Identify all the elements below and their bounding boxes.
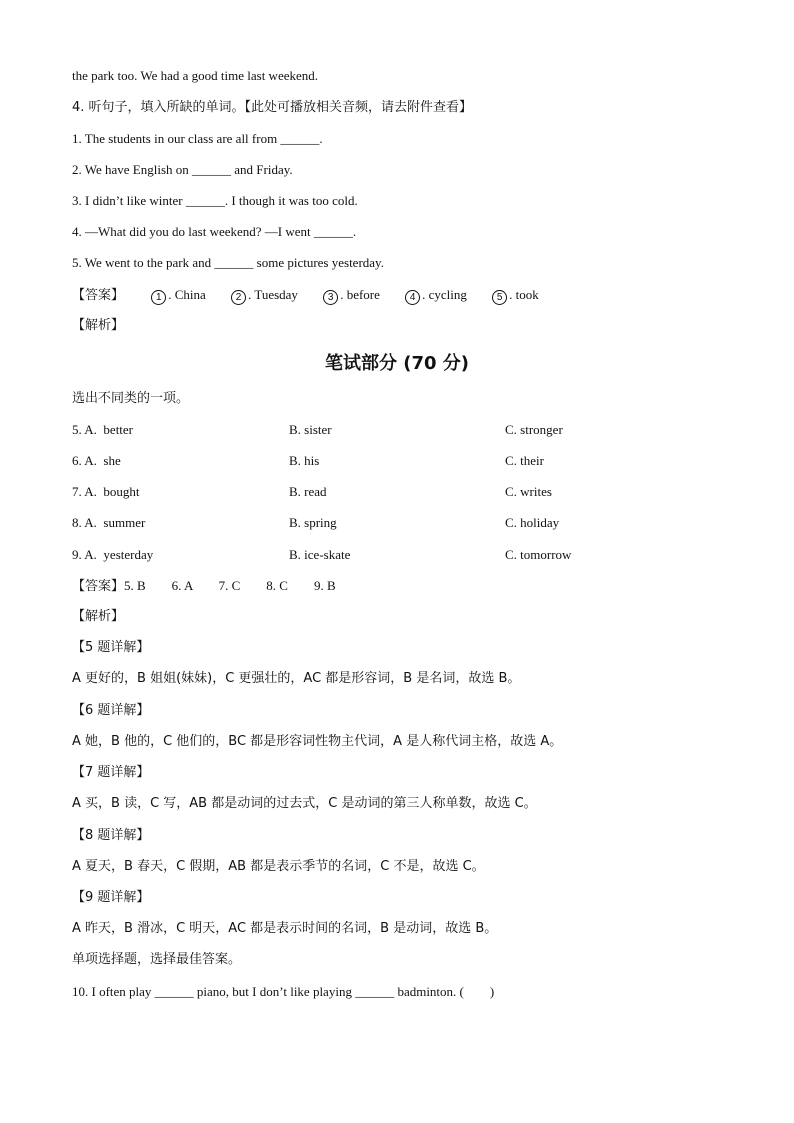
q4-answer-5: 5 . took (492, 286, 539, 305)
listen-item-3: 3. I didn’t like winter ______. I though it was too cold. (72, 193, 358, 208)
detail-7-head: 【7 题详解】 (72, 765, 150, 780)
q4-answer-1: 1 . China (151, 286, 206, 305)
answer-label: 【答案】 (72, 288, 125, 303)
analysis-label: 【解析】 (72, 318, 125, 333)
listen-item-5: 5. We went to the park and ______ some pictures yesterday. (72, 255, 384, 270)
odd-item-8-a: 8. A. summer (72, 515, 146, 530)
circled-number: 1 (151, 290, 166, 305)
q4-answer-4: 4 . cycling (405, 286, 467, 305)
odd-item-7-c: C. writes (505, 484, 552, 499)
detail-5-body: A 更好的，B 姐姐(妹妹)，C 更强壮的，AC 都是形容词，B 是名词，故选 B。 (72, 671, 521, 686)
listen-item-4: 4. —What did you do last weekend? —I went ______. (72, 224, 357, 239)
q4-answer-row (72, 286, 561, 305)
odd-item-7-a: 7. A. bought (72, 484, 140, 499)
odd-item-8-c: C. holiday (505, 515, 560, 530)
single-choice-header: 单项选择题，选择最佳答案。 (72, 952, 242, 967)
detail-8-head: 【8 题详解】 (72, 828, 150, 843)
detail-6-head: 【6 题详解】 (72, 703, 150, 718)
q4-answer-3: 3 . before (323, 286, 380, 305)
circled-number: 3 (323, 290, 338, 305)
odd-item-7-b: B. read (289, 484, 327, 499)
continued-text: the park too. We had a good time last weekend. (72, 68, 319, 83)
odd-item-6-c: C. their (505, 453, 544, 468)
detail-6-body: A 她，B 他的，C 他们的，BC 都是形容词性物主代词，A 是人称代词主格，故选 A。 (72, 734, 563, 749)
listen-item-1: 1. The students in our class are all from ______. (72, 131, 323, 146)
detail-5-head: 【5 题详解】 (72, 640, 150, 655)
detail-9-body: A 昨天，B 滑冰，C 明天，AC 都是表示时间的名词，B 是动词，故选 B。 (72, 921, 498, 936)
q4-answer-2: 2 . Tuesday (231, 286, 298, 305)
odd-answer-row (72, 577, 336, 596)
odd-item-5-c: C. stronger (505, 422, 563, 437)
answer-label: 【答案】 (72, 579, 125, 594)
listen-item-2: 2. We have English on ______ and Friday. (72, 162, 293, 177)
odd-item-9-a: 9. A. yesterday (72, 547, 154, 562)
odd-item-5-a: 5. A. better (72, 422, 134, 437)
odd-one-header: 选出不同类的一项。 (72, 391, 190, 406)
question-10: 10. I often play ______ piano, but I don’t like playing ______ badminton. ( ) (72, 984, 495, 999)
circled-number: 2 (231, 290, 246, 305)
detail-9-head: 【9 题详解】 (72, 890, 150, 905)
section-title: 笔试部分 (70 分) (324, 353, 470, 374)
circled-number: 4 (405, 290, 420, 305)
circled-number: 5 (492, 290, 507, 305)
question-4-header: 4. 听句子，填入所缺的单词。【此处可播放相关音频，请去附件查看】 (72, 100, 473, 115)
odd-item-9-b: B. ice-skate (289, 547, 351, 562)
odd-item-6-b: B. his (289, 453, 320, 468)
detail-8-body: A 夏天，B 春天，C 假期，AB 都是表示季节的名词，C 不是，故选 C。 (72, 859, 485, 874)
odd-item-5-b: B. sister (289, 422, 332, 437)
odd-answer-values: 5. B 6. A 7. C 8. C 9. B (124, 578, 336, 593)
odd-item-9-c: C. tomorrow (505, 547, 572, 562)
odd-item-6-a: 6. A. she (72, 453, 121, 468)
odd-item-8-b: B. spring (289, 515, 337, 530)
detail-7-body: A 买，B 读，C 写，AB 都是动词的过去式，C 是动词的第三人称单数，故选 C。 (72, 796, 537, 811)
analysis-label: 【解析】 (72, 609, 125, 624)
